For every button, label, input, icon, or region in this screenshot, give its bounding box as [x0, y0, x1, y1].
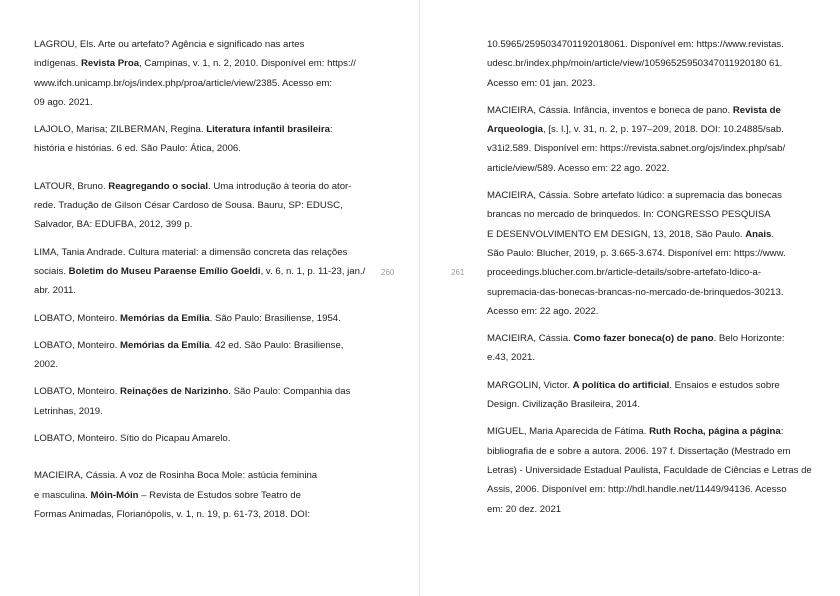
- reference-text: proceedings.blucher.com.br/article-details/sobre-artefato-ldico-a-: [487, 267, 762, 279]
- reference-line: [487, 461, 823, 480]
- reference-text: MACIEIRA, Cássia. A voz de Rosinha Boca Mole: astúcia feminina: [34, 470, 318, 482]
- reference-line: [487, 74, 823, 93]
- reference-text: . Belo Horizonte:: [713, 333, 785, 345]
- reference-line: [487, 159, 823, 178]
- reference-text: MACIEIRA, Cássia. Sobre artefato lúdico: a supremacia das bonecas: [487, 190, 782, 202]
- reference-line: [34, 382, 356, 401]
- right-page: [420, 0, 840, 596]
- reference-text: www.ifch.unicamp.br/ojs/index.php/proa/article/view/2385. Acesso em:: [34, 77, 333, 89]
- reference-text: sociais.: [34, 265, 69, 277]
- reference-text: – Revista de Estudos sobre Teatro de: [138, 489, 301, 501]
- reference-line: [487, 422, 823, 441]
- reference-title: Como fazer boneca(o) de pano: [573, 333, 714, 345]
- reference-text: article/view/589. Acesso em: 22 ago. 2022.: [487, 162, 670, 174]
- reference-text: . 42 ed. São Paulo: Brasiliense,: [209, 339, 344, 351]
- reference-text: . São Paulo: Companhia das: [228, 386, 351, 398]
- reference-title: Literatura infantil brasileira: [206, 124, 330, 136]
- reference-line: [487, 263, 823, 282]
- reference-line: [487, 283, 823, 302]
- reference-text: rede. Tradução de Gilson César Cardoso de Sousa. Bauru, SP: EDUSC,: [34, 200, 343, 212]
- reference-line: [34, 120, 356, 139]
- reference-line: [34, 309, 356, 328]
- reference-text: , [s. l.], v. 31, n. 2, p. 197–209, 2018. DOI: 10.24885/sab.: [542, 124, 784, 136]
- reference-text: v31i2.589. Disponível em: https://revista.sabnet.org/ojs/index.php/sab/: [487, 143, 786, 155]
- reference-title: Reagregando o social: [108, 180, 208, 192]
- reference-line: [487, 54, 823, 73]
- reference-title: Móin-Móin: [90, 489, 139, 501]
- reference-text: Letrinhas, 2019.: [34, 405, 103, 417]
- reference-line: [34, 505, 356, 524]
- reference-list: [34, 35, 366, 524]
- reference-title: Boletim do Museu Paraense Emílio Goeldi: [68, 265, 261, 277]
- reference-line: [34, 215, 356, 234]
- reference-title: Arqueologia: [487, 124, 543, 136]
- reference-line: [487, 120, 823, 139]
- reference-title: Memórias da Emília: [120, 339, 210, 351]
- reference-entry: [34, 466, 356, 524]
- reference-text: LOBATO, Monteiro.: [34, 312, 121, 324]
- reference-line: [487, 101, 823, 120]
- reference-line: [34, 139, 356, 158]
- reference-text: :: [329, 124, 333, 136]
- reference-text: supremacia-das-bonecas-brancas-no-mercado-de-brinquedos-30213.: [487, 286, 784, 298]
- page-number: 261: [451, 268, 465, 277]
- reference-line: [34, 243, 356, 262]
- reference-line: [487, 225, 823, 244]
- reference-text: abr. 2011.: [34, 285, 76, 297]
- reference-entry: [34, 382, 356, 421]
- reference-entry: [487, 376, 823, 415]
- reference-text: . Ensaios e estudos sobre: [669, 379, 780, 391]
- reference-text: , v. 6, n. 1, p. 11-23, jan./: [260, 265, 366, 277]
- reference-text: , Campinas, v. 1, n. 2, 2010. Disponível em: https://: [139, 58, 356, 70]
- reference-text: em: 20 dez. 2021: [487, 503, 562, 515]
- reference-text: . Uma introdução à teoria do ator-: [208, 180, 352, 192]
- reference-text: LAGROU, Els. Arte ou artefato? Agência e significado nas artes: [34, 39, 305, 50]
- reference-line: [487, 139, 823, 158]
- reference-line: [487, 442, 823, 461]
- reference-line: [34, 355, 356, 374]
- reference-text: LOBATO, Monteiro.: [34, 386, 121, 398]
- reference-text: MARGOLIN, Victor.: [487, 379, 573, 391]
- reference-text: MACIEIRA, Cássia.: [487, 333, 574, 345]
- reference-entry: [487, 186, 823, 321]
- page-number: 260: [381, 268, 395, 277]
- reference-title: Memórias da Emília: [120, 312, 210, 324]
- reference-entry: [34, 429, 356, 448]
- reference-line: [34, 262, 366, 281]
- reference-text: LATOUR, Bruno.: [34, 180, 109, 192]
- reference-title: Anais: [745, 228, 772, 240]
- reference-text: LIMA, Tania Andrade. Cultura material: a dimensão concreta das relações: [34, 246, 348, 258]
- reference-text: 09 ago. 2021.: [34, 96, 93, 108]
- reference-line: [34, 429, 356, 448]
- reference-line: [34, 54, 356, 73]
- reference-text: Salvador, BA: EDUFBA, 2012, 399 p.: [34, 219, 193, 231]
- reference-line: [34, 486, 356, 505]
- reference-entry: [487, 101, 823, 178]
- reference-text: . São Paulo: Brasiliense, 1954.: [209, 312, 341, 324]
- reference-line: [34, 196, 356, 215]
- reference-line: [487, 302, 823, 321]
- reference-text: Acesso em: 22 ago. 2022.: [487, 305, 599, 317]
- reference-line: [487, 480, 823, 499]
- reference-text: .: [771, 228, 775, 240]
- reference-line: [487, 500, 823, 519]
- reference-line: [34, 93, 356, 112]
- reference-line: [487, 186, 823, 205]
- reference-text: MACIEIRA, Cássia. Infância, inventos e boneca de pano.: [487, 104, 733, 116]
- reference-text: e.43, 2021.: [487, 352, 536, 364]
- reference-title: Revista Proa: [80, 58, 140, 70]
- reference-text: Design. Civilização Brasileira, 2014.: [487, 399, 641, 411]
- reference-line: [34, 466, 356, 485]
- reference-entry: [34, 35, 356, 112]
- reference-text: Assis, 2006. Disponível em: http://hdl.handle.net/11449/94136. Acesso: [487, 484, 787, 496]
- reference-entry: [487, 35, 823, 93]
- reference-text: E DESENVOLVIMENTO EM DESIGN, 13, 2018, São Paulo.: [487, 228, 746, 240]
- reference-text: :: [780, 426, 784, 438]
- reference-line: [34, 402, 356, 421]
- reference-list: [487, 35, 823, 519]
- reference-line: [34, 74, 356, 93]
- reference-entry: [34, 336, 356, 375]
- reference-entry: [34, 309, 356, 328]
- reference-line: [487, 205, 823, 224]
- reference-title: Reinações de Narizinho: [120, 386, 229, 398]
- reference-text: 10.5965/2595034701192018061. Disponível em: https://www.revistas.: [487, 39, 784, 50]
- reference-entry: [34, 243, 366, 301]
- reference-line: [487, 376, 823, 395]
- left-page: [0, 0, 419, 596]
- reference-entry: [487, 329, 823, 368]
- reference-text: Formas Animadas, Florianópolis, v. 1, n. 19, p. 61-73, 2018. DOI:: [34, 508, 311, 520]
- reference-text: indígenas.: [34, 58, 81, 70]
- reference-text: LOBATO, Monteiro.: [34, 339, 121, 351]
- reference-text: LOBATO, Monteiro. Sítio do Picapau Amarelo.: [34, 433, 231, 445]
- reference-line: [487, 35, 823, 54]
- reference-text: e masculina.: [34, 489, 91, 501]
- reference-text: história e histórias. 6 ed. São Paulo: Ática, 2006.: [34, 143, 241, 155]
- reference-line: [487, 348, 823, 367]
- reference-line: [34, 336, 356, 355]
- reference-text: 2002.: [34, 359, 59, 371]
- reference-line: [487, 244, 823, 263]
- reference-text: Acesso em: 01 jan. 2023.: [487, 77, 596, 89]
- reference-entry: [34, 120, 356, 159]
- reference-entry: [487, 422, 823, 518]
- reference-line: [34, 35, 356, 54]
- reference-text: brancas no mercado de brinquedos. In: CONGRESSO PESQUISA: [487, 209, 771, 221]
- reference-text: São Paulo: Blucher, 2019, p. 3.665-3.674. Disponível em: https://www.: [487, 247, 786, 259]
- reference-line: [34, 177, 356, 196]
- reference-text: bibliografia de e sobre a autora. 2006. 197 f. Dissertação (Mestrado em: [487, 445, 791, 457]
- reference-title: A política do artificial: [572, 379, 670, 391]
- reference-text: udesc.br/index.php/moin/article/view/10596525950347011920180 61.: [487, 58, 783, 70]
- reference-line: [487, 329, 823, 348]
- reference-line: [487, 395, 823, 414]
- reference-text: LAJOLO, Marisa; ZILBERMAN, Regina.: [34, 124, 207, 136]
- reference-text: Letras) - Universidade Estadual Paulista, Faculdade de Ciências e Letras de: [487, 464, 812, 476]
- reference-entry: [34, 177, 356, 235]
- reference-title: Revista de: [732, 104, 781, 116]
- reference-line: [34, 281, 356, 300]
- reference-title: Ruth Rocha, página a página: [649, 426, 781, 438]
- reference-text: MIGUEL, Maria Aparecida de Fátima.: [487, 426, 650, 438]
